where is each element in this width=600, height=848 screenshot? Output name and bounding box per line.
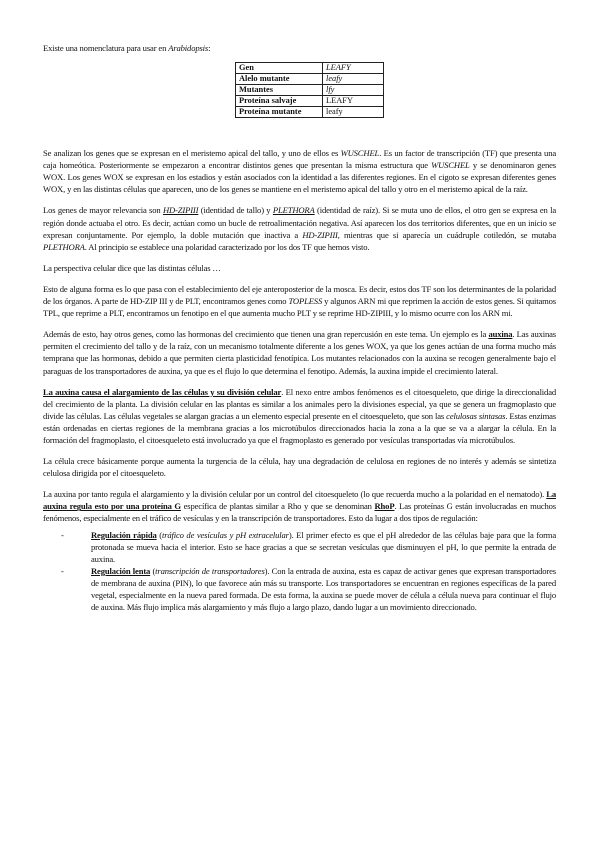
table-value: lfy: [323, 85, 384, 96]
regulation-list: [43, 529, 556, 614]
intro-colon: :: [208, 43, 211, 53]
table-value: leafy: [323, 74, 384, 85]
table-row: [236, 96, 384, 107]
document-page: [43, 42, 556, 613]
table-row: [236, 107, 384, 118]
paragraph-polarity: Esto de alguna forma es lo que pasa con el establecimiento del eje anteroposterior de la mosca. Es decir, estos dos TF son los determinantes de la polaridad de los órganos. A parte de HD-ZIP III y de PLT, encontramos genes como TOPLESS y algunos ARN mi que reprimen la acción de estos genes. Si quitamos TPL, que reprime a PLT, encontramos un fenotipo en el que aumenta mucho PLT y se reprime HD-ZIPIII, y lo mismo ocurre con los ARN mi.: [43, 283, 557, 319]
intro-species: Arabidopsis: [168, 43, 209, 53]
paragraph-hdzip-plethora: Los genes de mayor relevancia son HD-ZIPIII (identidad de tallo) y PLETHORA (identidad de raíz). Si se muta uno de ellos, el otro gen se expresa en la región donde actuaba el otro. Es decir, actúan como un bucle de retroalimentación negativa. Así aparecen los dos territorios diferentes, que en un inicio se expresan conjuntamente. Por ejemplo, la doble mutación que inactiva a HD-ZIPIII, mientras que si aparecía un cuádruple cotiledón, se mutaba PLETHORA. Al principio se establece una polaridad caracterizado por los dos TF que hemos visto.: [43, 205, 556, 252]
dash-bullet: -: [61, 565, 64, 576]
paragraph-auxin: Además de esto, hay otros genes, como las hormonas del crecimiento que tienen una gran repercusión en este tema. Un ejemplo es la auxina. Las auxinas permiten el crecimiento del tallo y de la raíz, con un mecanismo totalmente diferente a los genes WOX, ya que los genes actúan de una forma mucho más temprana que las hormonas, debido a que permiten cierta plasticidad fenotípica. Los mutantes relacionados con la auxina se recogen generalmente bajo el paraguas de los transportadores de auxina, ya que es el flujo lo que determina el fenotipo. Además, la auxina impide el crecimiento lateral.: [43, 329, 556, 376]
intro-line: [43, 42, 556, 54]
table-key: Proteína salvaje: [236, 96, 323, 107]
intro-text: Existe una nomenclatura para usar en: [43, 43, 169, 53]
table-row: [236, 74, 384, 85]
table-value: leafy: [323, 107, 384, 118]
nomenclature-table: [235, 62, 384, 118]
list-item: - Regulación lenta (transcripción de transportadores). Con la entrada de auxina, esta es capaz de activar genes que expresan transportadores de membrana de auxina (PIN), lo que favorece aún más su transporte. Los transportadores se encuentran en regiones específicas de la pared vegetal, especialmente en la nueva pared formada. De esta forma, la auxina se puede mover de célula a célula nueva para continuar el flujo de auxina. Más flujo implica más alargamiento y más flujo a largo plazo, dando lugar a un movimiento direccionado.: [61, 565, 556, 613]
paragraph-auxin-elongation: La auxina causa el alargamiento de las células y su división celular. El nexo entre ambos fenómenos es el citoesqueleto, que dirige la direccionalidad del crecimiento de la planta. La división celular en las plantas es similar a los animales pero la divisiones especial, ya que se genera un fragmoplasto que divide las células. Las células vegetales se alargan gracias a un elemento especial presente en el citoesqueleto, que son las celulosas sintasas. Estas enzimas están ordenadas en ciertas regiones de la membrana gracias a los microtúbulos direccionados hacia la zona a la que se va a alargar la célula. En la formación del fragmoplasto, el citoesqueleto está involucrado ya que el fragmoplasto es generado por vesículas transportadas vía microtúbulos.: [43, 386, 557, 445]
table-key: Gen: [236, 63, 323, 74]
table-row: [236, 63, 384, 74]
paragraph-g-protein: La auxina por tanto regula el alargamiento y la división celular por un control del citoesqueleto (lo que recuerda mucho a la polaridad en el nematodo). La auxina regula esto por una proteína G específica de plantas similar a Rho y que se denominan RhoP. Las proteínas G están involucradas en muchos fenómenos, especialmente en el tráfico de vesículas y en la transcripción de transportadores. Esto da lugar a dos tipos de regulación:: [43, 489, 556, 524]
paragraph-perspective: La perspectiva celular dice que las distintas células …: [43, 262, 221, 273]
list-item: - Regulación rápida (tráfico de vesículas y pH extracelular). El primer efecto es que el pH alrededor de las células baje para que la forma protonada se mueva hacia el interior. Esto se hace gracias a que se secretan vesículas que disminuyen el pH, lo que permite la entrada de auxina.: [61, 529, 557, 564]
table-key: Alelo mutante: [236, 74, 323, 85]
table-key: Proteína mutante: [236, 107, 323, 118]
table-key: Mutantes: [236, 85, 323, 96]
paragraph-wuschel: Se analizan los genes que se expresan en el meristemo apical del tallo, y uno de ellos es WUSCHEL. Es un factor de transcripción (TF) que presenta una caja homeótica. Posteriormente se empezaron a encontrar distintos genes que presentan la misma estructura que WUSCHEL y se denominaron genes WOX. Los genes WOX se expresan en los estadios y están asociados con la identidad a las diferentes regiones. En el cigoto se expresan diferentes genes WOX, y en las distintas células que aparecen, uno de los genes se mantiene en el meristemo apical del tallo y otro en el meristemo apical de la raíz.: [43, 148, 557, 195]
paragraph-cell-growth: La célula crece básicamente porque aumenta la turgencia de la célula, hay una degradación de celulosa en regiones de no interés y además se sintetiza celulosa dirigida por el citoesqueleto.: [43, 456, 556, 479]
table-row: [236, 85, 384, 96]
table-value: LEAFY: [323, 63, 384, 74]
table-value: LEAFY: [323, 96, 384, 107]
dash-bullet: -: [61, 529, 64, 540]
